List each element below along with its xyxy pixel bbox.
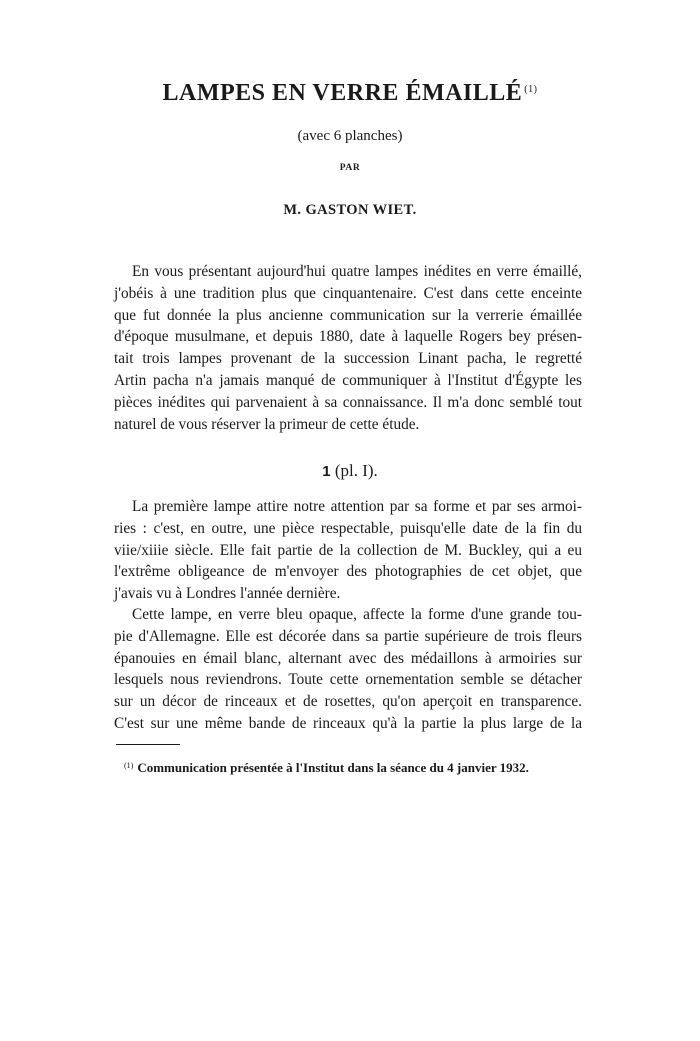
text-line: l'extrême obligeance de m'envoyer des photographies de cet objet, que (114, 563, 582, 581)
footnote (124, 760, 529, 776)
article-subtitle: (avec 6 planches) (297, 128, 403, 144)
footnote-text: Communication présentée à l'Institut dans la séance du 4 janvier 1932. (137, 760, 529, 775)
text-line: En vous présentant aujourd'hui quatre lampes inédites en verre émaillé, (132, 263, 582, 280)
text-line: C'est sur une même bande de rinceaux qu'à la partie la plus large de la (114, 714, 582, 732)
footnote-marker: (1) (124, 761, 134, 770)
title-footnote-ref: (1) (524, 84, 538, 95)
text-line: pièces inédites qui parvenaient à sa connaissance. Il m'a donc semblé tout (114, 393, 582, 411)
footnote-divider (116, 744, 180, 745)
text-line: pie d'Allemagne. Elle est décorée dans sa partie supérieure de trois fleurs (114, 627, 582, 645)
text-line: d'époque musulmane, et depuis 1880, date à laquelle Rogers bey présen- (114, 328, 582, 346)
section-number: 1 (322, 463, 331, 480)
text-line: tait trois lampes provenant de la succession Linant pacha, le regretté (114, 350, 582, 368)
text-line: lesquels nous reviendrons. Toute cette ornementation semble se détacher (114, 671, 582, 689)
paragraph-2 (114, 496, 582, 605)
section-heading (0, 461, 700, 481)
intro-paragraph (114, 261, 582, 435)
text-line: Cette lampe, en verre bleu opaque, affecte la forme d'une grande tou- (132, 606, 582, 623)
text-line: que fut donnée la plus ancienne communication sur la verrerie émaillée (114, 306, 582, 324)
text-line: Artin pacha n'a jamais manqué de communiquer à l'Institut d'Égypte les (114, 371, 582, 389)
paragraph-3 (114, 604, 582, 735)
text-line: j'avais vu à Londres l'année dernière. (114, 585, 341, 603)
text-line: épanouies en émail blanc, alternant avec des médaillons à armoiries sur (114, 649, 582, 667)
section-label: (pl. I). (334, 461, 378, 480)
by-label: PAR (339, 163, 361, 173)
text-line: sur un décor de rinceaux et de rosettes, qu'on aperçoit en transparence. (114, 693, 582, 711)
author-name: M. GASTON WIET. (283, 202, 417, 218)
article-title (0, 80, 700, 107)
text-line: La première lampe attire notre attention par sa forme et par ses armoi- (132, 498, 582, 515)
text-line: j'obéis à une tradition plus que cinquantenaire. C'est dans cette enceinte (114, 284, 582, 302)
text-line: naturel de vous réserver la primeur de cette étude. (114, 415, 420, 433)
text-line: viie/xiiie siècle. Elle fait partie de la collection de M. Buckley, qui a eu (114, 541, 582, 559)
article-title-text: LAMPES EN VERRE ÉMAILLÉ (162, 80, 523, 106)
text-line: ries : c'est, en outre, une pièce respectable, puisqu'elle date de la fin du (114, 519, 582, 537)
